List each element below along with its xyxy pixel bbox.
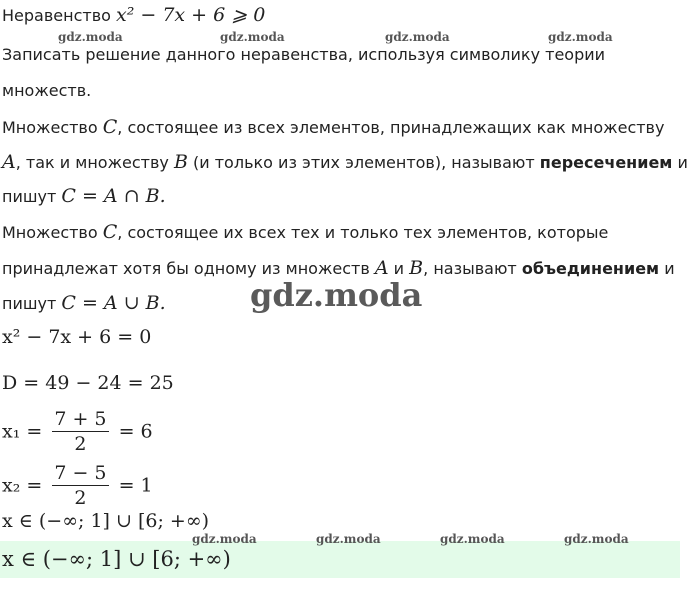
watermark: gdz.moda xyxy=(316,532,381,546)
text: и xyxy=(388,259,410,278)
text: принадлежат хотя бы одному из множеств xyxy=(2,259,370,278)
intersection-formula: C = A ∩ B. xyxy=(61,185,166,207)
x1-denominator: 2 xyxy=(74,433,87,455)
text: пишут xyxy=(2,187,57,206)
x1-fraction xyxy=(52,408,108,455)
answer-set: x ∈ (−∞; 1] ∪ [6; +∞) xyxy=(2,547,231,571)
text: , состоящее их всех тех и только тех элементов, которые xyxy=(117,223,609,242)
solution-set: x ∈ (−∞; 1] ∪ [6; +∞) xyxy=(2,510,210,532)
text: , так и множеству xyxy=(15,153,169,172)
heading-prefix: Неравенство xyxy=(2,6,111,25)
x1-result: = 6 xyxy=(118,420,153,443)
watermark: gdz.moda xyxy=(385,30,450,44)
watermark: gdz.moda xyxy=(220,30,285,44)
term-union: объединением xyxy=(521,259,660,278)
discriminant: D = 49 − 24 = 25 xyxy=(2,372,174,394)
watermark: gdz.moda xyxy=(548,30,613,44)
quadratic-equation: x² − 7x + 6 = 0 xyxy=(2,326,152,348)
text: Множество xyxy=(2,223,98,242)
text: пишут xyxy=(2,294,57,313)
watermark: gdz.moda xyxy=(58,30,123,44)
union-definition-line-3 xyxy=(2,292,166,314)
text: (и только из этих элементов), называют xyxy=(187,153,535,172)
text: Множество xyxy=(2,118,98,137)
heading-inequality: x² − 7x + 6 ⩾ 0 xyxy=(116,4,266,26)
x1-numerator: 7 + 5 xyxy=(54,408,107,430)
watermark: gdz.moda xyxy=(440,532,505,546)
task-text-line-1: Записать решение данного неравенства, используя символику теории xyxy=(2,45,606,64)
task-text-line-2: множеств. xyxy=(2,81,92,100)
x2-denominator: 2 xyxy=(74,487,87,509)
intersection-definition-line-1 xyxy=(2,116,664,138)
root-x1 xyxy=(2,408,153,455)
root-x2 xyxy=(2,462,153,509)
text: , состоящее из всех элементов, принадлежащих как множеству xyxy=(117,118,665,137)
union-definition-line-1 xyxy=(2,221,608,243)
var-a: A xyxy=(374,257,389,279)
text: , называют xyxy=(423,259,517,278)
var-b: B xyxy=(173,151,188,173)
x2-lhs: x₂ = xyxy=(2,474,43,497)
intersection-definition-line-3 xyxy=(2,185,166,207)
var-c: C xyxy=(102,221,118,243)
answer-box xyxy=(0,541,680,578)
union-formula: C = A ∪ B. xyxy=(61,292,166,314)
watermark: gdz.moda xyxy=(192,532,257,546)
watermark-large: gdz.moda xyxy=(250,276,423,314)
var-c: C xyxy=(102,116,118,138)
watermark: gdz.moda xyxy=(564,532,629,546)
x2-numerator: 7 − 5 xyxy=(54,462,107,484)
x2-result: = 1 xyxy=(118,474,153,497)
var-b: B xyxy=(409,257,424,279)
text: и xyxy=(672,153,688,172)
text: и xyxy=(659,259,675,278)
problem-heading xyxy=(2,4,265,26)
intersection-definition-line-2 xyxy=(2,151,688,173)
term-intersection: пересечением xyxy=(539,153,673,172)
var-a: A xyxy=(2,151,16,173)
x1-lhs: x₁ = xyxy=(2,420,43,443)
x2-fraction xyxy=(52,462,108,509)
